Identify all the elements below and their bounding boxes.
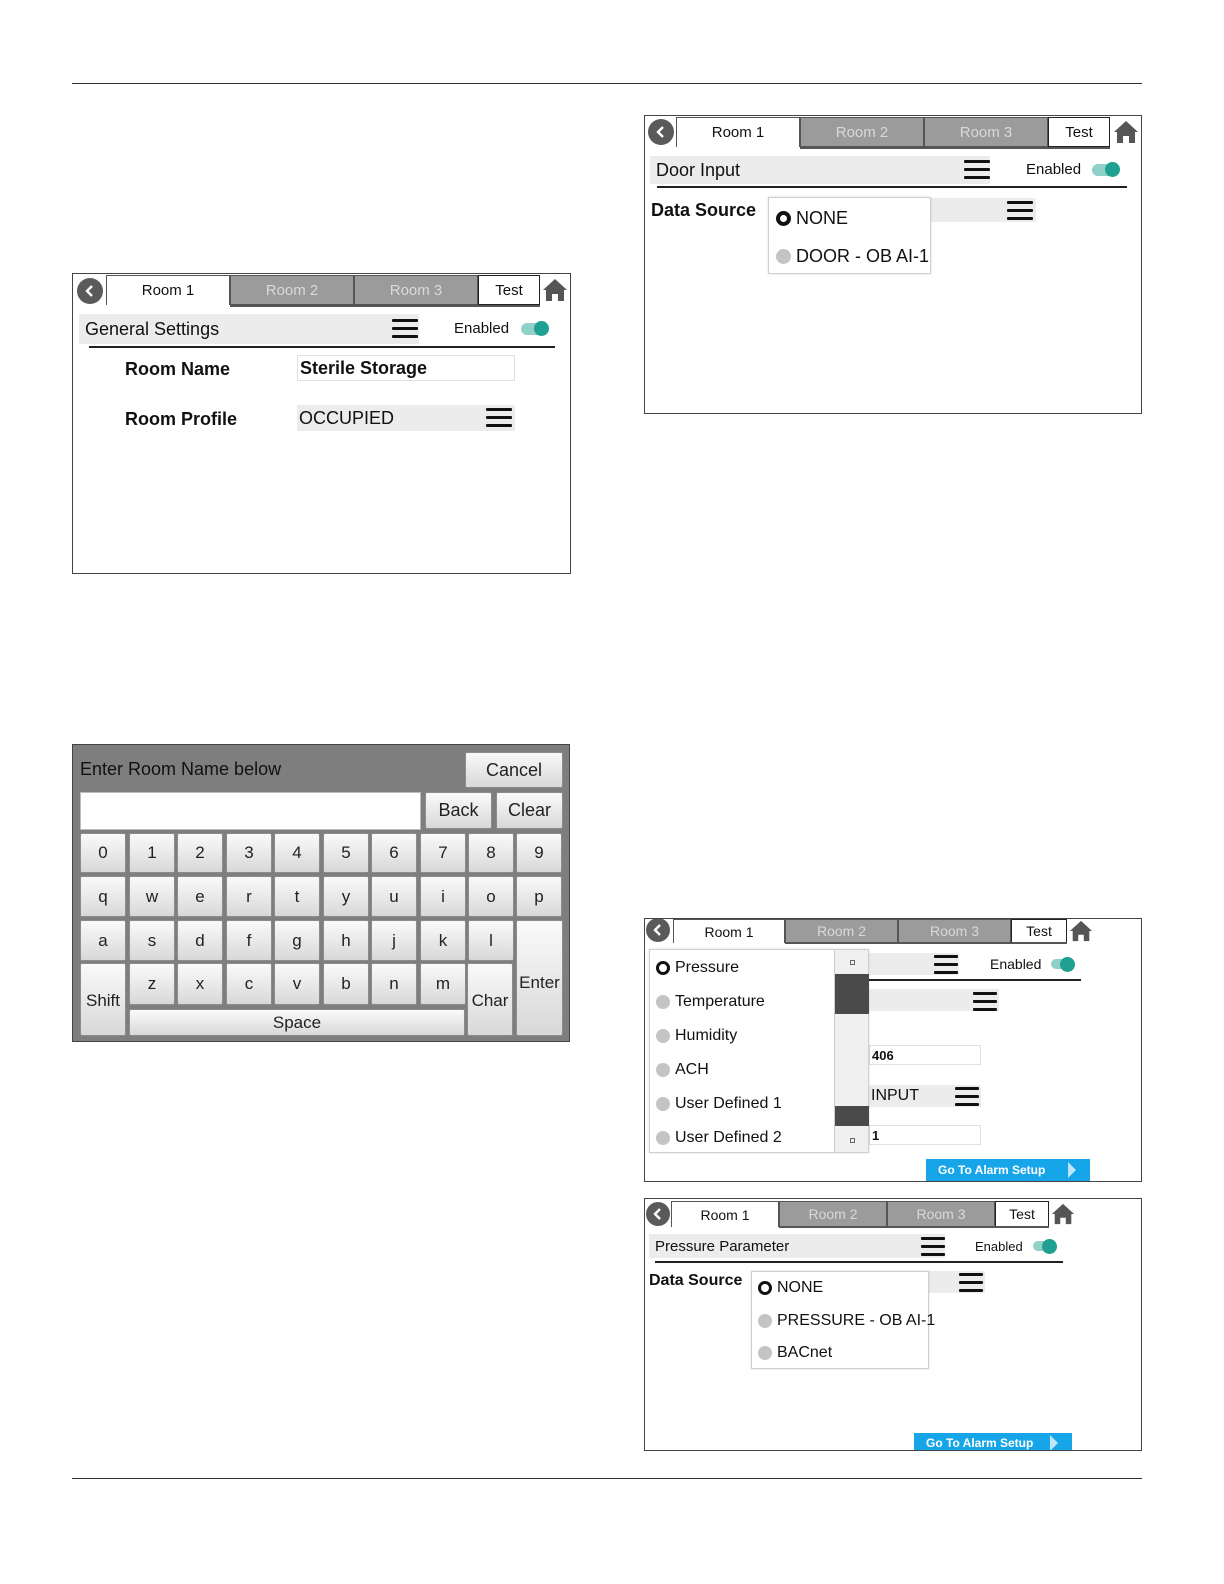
space-key[interactable]: Space: [129, 1009, 465, 1036]
tab-underline: [779, 1226, 1049, 1228]
input-select-value: INPUT: [871, 1087, 919, 1104]
key-v[interactable]: v: [274, 963, 320, 1005]
section-divider: [657, 186, 1127, 188]
tab-test[interactable]: Test: [995, 1201, 1049, 1227]
tab-bar: [73, 274, 570, 306]
key-a[interactable]: a: [80, 920, 126, 961]
enabled-toggle[interactable]: [521, 323, 547, 335]
key-z[interactable]: z: [129, 963, 175, 1005]
key-o[interactable]: o: [468, 876, 514, 917]
char-key-label: Char: [471, 991, 509, 1010]
option-label: Humidity: [675, 1027, 738, 1044]
back-icon[interactable]: [77, 278, 103, 304]
radio-unselected-icon: [656, 1131, 670, 1145]
key-m[interactable]: m: [420, 963, 466, 1005]
option-label: Pressure: [675, 959, 740, 976]
key-s[interactable]: s: [129, 920, 175, 961]
key-u[interactable]: u: [371, 876, 417, 917]
enabled-label: Enabled: [1026, 161, 1082, 178]
option-ach[interactable]: [656, 1061, 709, 1079]
value-field-3[interactable]: [869, 1125, 981, 1145]
key-0[interactable]: 0: [80, 833, 126, 873]
chevron-right-icon: [1050, 1435, 1058, 1451]
footer-rule: [72, 1478, 1142, 1479]
enter-key-label: Enter: [519, 973, 560, 992]
section-divider: [869, 979, 1081, 981]
dropdown-scrollbar[interactable]: [834, 950, 868, 1152]
go-to-alarm-setup-button[interactable]: [926, 1159, 1090, 1181]
key-5[interactable]: 5: [323, 833, 369, 873]
char-key[interactable]: [467, 963, 513, 1036]
enabled-toggle[interactable]: [1033, 1241, 1055, 1251]
option-label: Temperature: [675, 993, 765, 1010]
tab-room-2[interactable]: Room 2: [785, 919, 898, 943]
radio-unselected-icon: [656, 1029, 670, 1043]
section-title: General Settings: [85, 318, 220, 339]
option-pressure[interactable]: [656, 959, 739, 977]
chevron-right-icon: [1068, 1162, 1076, 1178]
tab-room-2[interactable]: Room 2: [800, 117, 924, 147]
key-t[interactable]: t: [274, 876, 320, 917]
room-profile-menu-icon[interactable]: [486, 408, 512, 428]
data-source-dropdown: [751, 1271, 936, 1369]
key-b[interactable]: b: [323, 963, 369, 1005]
back-icon[interactable]: [646, 1202, 670, 1226]
radio-unselected-icon: [656, 1097, 670, 1111]
pressure-parameter-screen: [644, 1198, 1142, 1451]
room-name-label: Room Name: [125, 359, 231, 379]
header-rule: [72, 83, 1142, 84]
scroll-up-icon[interactable]: [835, 950, 869, 974]
tab-room-3[interactable]: Room 3: [924, 117, 1048, 147]
key-c[interactable]: c: [226, 963, 272, 1005]
option-label: PRESSURE - OB AI-1: [777, 1312, 936, 1329]
data-source-menu-icon[interactable]: [959, 1273, 983, 1293]
data-source-label: Data Source: [651, 200, 757, 220]
key-n[interactable]: n: [371, 963, 417, 1005]
option-label: BACnet: [777, 1344, 833, 1361]
data-source-menu-icon[interactable]: [973, 992, 997, 1012]
tab-bar: [645, 116, 1141, 148]
data-source-label: Data Source: [649, 1272, 743, 1289]
data-source-dropdown: [768, 197, 931, 274]
data-source-menu-icon[interactable]: [1007, 201, 1033, 221]
back-icon[interactable]: [646, 918, 670, 942]
section-title: Door Input: [656, 159, 741, 180]
general-settings-screen: [72, 273, 571, 574]
key-d[interactable]: d: [177, 920, 223, 961]
key-w[interactable]: w: [129, 876, 175, 917]
tab-test[interactable]: Test: [1048, 117, 1110, 147]
radio-unselected-icon: [758, 1314, 772, 1328]
enabled-toggle[interactable]: [1051, 959, 1073, 969]
enabled-toggle[interactable]: [1092, 164, 1118, 176]
tab-test[interactable]: Test: [1011, 919, 1067, 943]
key-f[interactable]: f: [226, 920, 272, 961]
room-name-input[interactable]: [80, 792, 421, 830]
key-4[interactable]: 4: [274, 833, 320, 873]
key-p[interactable]: p: [516, 876, 562, 917]
alarm-button-label: Go To Alarm Setup: [938, 1163, 1046, 1177]
key-2[interactable]: 2: [177, 833, 223, 873]
key-6[interactable]: 6: [371, 833, 417, 873]
shift-key-label: Shift: [85, 991, 121, 1010]
go-to-alarm-setup-button[interactable]: [914, 1433, 1072, 1451]
parameter-type-screen: [644, 918, 1142, 1182]
key-x[interactable]: x: [177, 963, 223, 1005]
room-name-field[interactable]: Sterile Storage: [297, 355, 515, 381]
key-q[interactable]: q: [80, 876, 126, 917]
key-3[interactable]: 3: [226, 833, 272, 873]
door-input-screen: [644, 115, 1142, 414]
option-pressure-ob-ai-1[interactable]: [758, 1312, 935, 1330]
room-profile-value: OCCUPIED: [299, 407, 395, 428]
tab-room-3[interactable]: Room 3: [887, 1201, 995, 1227]
key-r[interactable]: r: [226, 876, 272, 917]
radio-selected-icon: [656, 961, 670, 975]
option-label: NONE: [796, 208, 849, 228]
option-user-defined-1[interactable]: [656, 1095, 782, 1113]
option-label: User Defined 1: [675, 1095, 782, 1112]
option-door-ob-ai-1[interactable]: [776, 246, 929, 267]
option-label: NONE: [777, 1279, 824, 1296]
home-icon[interactable]: [1069, 919, 1093, 943]
key-1[interactable]: 1: [129, 833, 175, 873]
option-label: User Defined 2: [675, 1129, 782, 1146]
radio-selected-icon: [776, 211, 791, 226]
section-divider: [655, 1261, 1063, 1263]
back-button[interactable]: Back: [425, 792, 492, 829]
enabled-label: Enabled: [975, 1239, 1023, 1254]
room-profile-label: Room Profile: [125, 409, 238, 429]
value-field-1-text: 406: [872, 1047, 894, 1063]
section-title-bar: [650, 156, 990, 184]
tab-room-1[interactable]: Room 1: [676, 117, 800, 147]
key-h[interactable]: h: [323, 920, 369, 961]
enabled-label: Enabled: [454, 320, 510, 337]
tab-underline: [230, 305, 540, 307]
key-l[interactable]: l: [468, 920, 514, 961]
option-humidity[interactable]: [656, 1027, 737, 1045]
tab-underline: [785, 942, 1067, 944]
parameter-type-dropdown: [649, 949, 869, 1153]
menu-icon[interactable]: [934, 955, 958, 975]
key-9[interactable]: 9: [516, 833, 562, 873]
input-menu-icon[interactable]: [955, 1087, 979, 1107]
key-j[interactable]: j: [371, 920, 417, 961]
enter-key[interactable]: [516, 920, 563, 1036]
menu-icon[interactable]: [392, 319, 418, 339]
scroll-thumb-bottom[interactable]: [835, 1106, 869, 1126]
tab-room-1[interactable]: Room 1: [673, 919, 785, 943]
section-title-bar: [649, 1234, 945, 1258]
room-profile-select[interactable]: [297, 405, 515, 431]
key-e[interactable]: e: [177, 876, 223, 917]
option-label: ACH: [675, 1061, 709, 1078]
tab-room-1[interactable]: Room 1: [671, 1201, 779, 1227]
key-8[interactable]: 8: [468, 833, 514, 873]
option-temperature[interactable]: [656, 993, 765, 1011]
option-user-defined-2[interactable]: [656, 1129, 782, 1147]
shift-key[interactable]: [80, 963, 126, 1036]
option-none[interactable]: [758, 1279, 823, 1297]
key-g[interactable]: g: [274, 920, 320, 961]
key-k[interactable]: k: [420, 920, 466, 961]
section-title: Pressure Parameter: [655, 1237, 790, 1255]
value-field-1[interactable]: [869, 1045, 981, 1065]
value-field-3-text: 1: [872, 1127, 880, 1143]
radio-selected-icon: [758, 1281, 772, 1295]
radio-unselected-icon: [758, 1346, 772, 1360]
tab-room-1[interactable]: Room 1: [106, 275, 230, 305]
radio-unselected-icon: [656, 995, 670, 1009]
scroll-down-icon[interactable]: [835, 1128, 869, 1152]
tab-bar: [645, 919, 1141, 951]
scroll-thumb-top[interactable]: [835, 974, 869, 1014]
clear-button[interactable]: Clear: [496, 792, 563, 829]
key-y[interactable]: y: [323, 876, 369, 917]
tab-room-2[interactable]: Room 2: [779, 1201, 887, 1227]
section-divider: [89, 346, 555, 348]
option-label: DOOR - OB AI-1: [796, 246, 930, 266]
option-none[interactable]: [776, 208, 848, 229]
tab-room-3[interactable]: Room 3: [898, 919, 1011, 943]
key-7[interactable]: 7: [420, 833, 466, 873]
tab-room-2[interactable]: Room 2: [230, 275, 354, 305]
tab-room-3[interactable]: Room 3: [354, 275, 478, 305]
radio-unselected-icon: [656, 1063, 670, 1077]
tab-test[interactable]: Test: [478, 275, 540, 305]
back-icon[interactable]: [648, 119, 674, 145]
tab-underline: [800, 147, 1110, 149]
key-i[interactable]: i: [420, 876, 466, 917]
menu-icon[interactable]: [964, 160, 990, 180]
alarm-button-label: Go To Alarm Setup: [926, 1436, 1034, 1450]
home-icon[interactable]: [1113, 119, 1139, 145]
cancel-button[interactable]: Cancel: [465, 752, 563, 788]
section-title-bar: [79, 314, 419, 344]
option-bacnet[interactable]: [758, 1344, 832, 1362]
home-icon[interactable]: [1051, 1202, 1075, 1226]
enabled-label: Enabled: [990, 956, 1042, 972]
on-screen-keyboard: [72, 744, 570, 1042]
home-icon[interactable]: [542, 277, 568, 303]
keyboard-title: Enter Room Name below: [80, 759, 282, 779]
radio-unselected-icon: [776, 249, 791, 264]
menu-icon[interactable]: [921, 1237, 945, 1257]
